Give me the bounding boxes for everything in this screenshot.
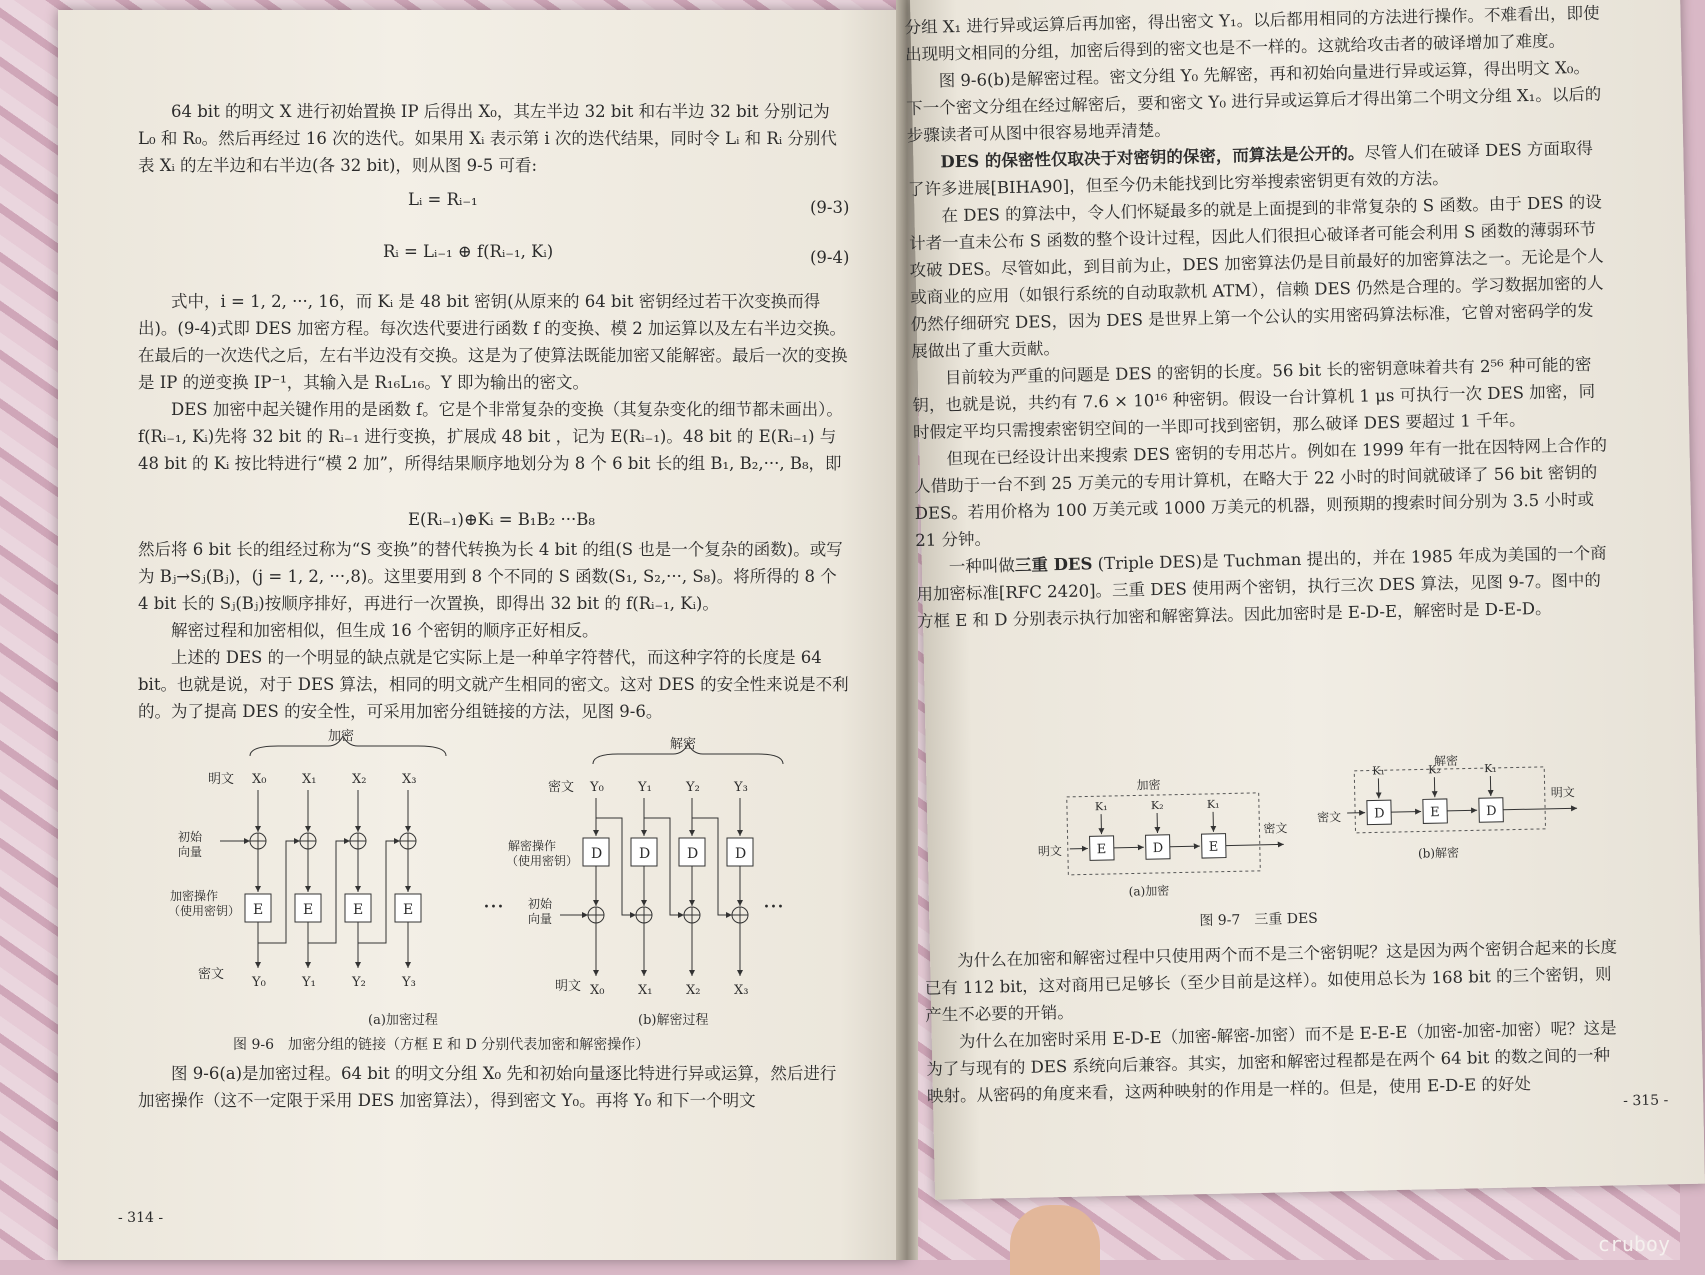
text: 一种叫做 — [949, 556, 1015, 576]
y-label: Y₃ — [733, 780, 748, 795]
box-label: D — [1153, 841, 1164, 856]
y-label: Y₀ — [251, 975, 266, 990]
triple-des-enc — [1069, 796, 1284, 860]
figure-caption-9-7: 图 9-7 三重 DES — [1199, 908, 1318, 930]
arrow — [1170, 846, 1200, 847]
paragraph: 分组 X₁ 进行异或运算后再加密，得出密文 Y₁。以后都用相同的方法进行操作。不难看出，即使出现明文相同的分组，加密后得到的密文也是不一样的。这就给攻击者的破译增加了难度。 — [904, 0, 1603, 68]
paragraph: 图 9-6(b)是解密过程。密文分组 Y₀ 先解密，再和初始向量进行异或运算，得出明文 X₀。下一个密文分组在经过解密后，要和密文 Y₀ 进行异或运算后才得出第二个明文分组 X₁。以后的步骤读者可从图中很容易地弄清楚。 — [905, 53, 1605, 149]
paragraph: 为什么在加密和解密过程中只使用两个而不是三个密钥呢？这是因为两个密钥合起来的长度已有 112 bit，这对商用已足够长（至少目前是这样）。如使用总长为 168 bit 的三个密钥，则产生不必要的开销。 — [924, 933, 1624, 1029]
x-label: X₃ — [734, 983, 748, 998]
label-enc-op-1: 加密操作 — [170, 888, 218, 903]
y-label: Y₀ — [589, 780, 604, 795]
label-decrypt: 解密 — [1434, 753, 1458, 768]
x-label: X₀ — [590, 983, 604, 998]
box-label: D — [639, 846, 650, 862]
page-number-315: - 315 - — [1623, 1092, 1668, 1109]
label-plaintext: 明文 — [555, 979, 581, 994]
paragraph: 解密过程和加密相似，但生成 16 个密钥的顺序正好相反。 — [138, 617, 850, 644]
label-dec-op-1: 解密操作 — [508, 838, 556, 853]
x-label: X₂ — [686, 983, 700, 998]
box-label: D — [687, 846, 698, 862]
label-plaintext: 明文 — [1038, 844, 1062, 858]
arrow — [1447, 810, 1477, 811]
bold-text: 三重 DES — [1015, 554, 1093, 575]
left-para-1 — [138, 98, 850, 179]
y-label: Y₂ — [685, 780, 700, 795]
arrow — [1391, 811, 1421, 812]
paragraph: DES 加密中起关键作用的是函数 f。它是个非常复杂的变换（其复杂变化的细节都未画出）。f(Rᵢ₋₁, Kᵢ)先将 32 bit 的 Rᵢ₋₁ 进行变换，扩展成 48 bit ，记为 E(Rᵢ₋₁)。48 bit 的 E(Rᵢ₋₁) 与 48 bit 的 Kᵢ 按比特进行“模 2 加”，所得结果顺序地划分为 8 个 6 bit 长的组 B₁, B₂,···, B₈，即 — [138, 396, 850, 477]
label-ciphertext: 密文 — [1317, 809, 1341, 824]
equation-9-4: Rᵢ = Lᵢ₋₁ ⊕ f(Rᵢ₋₁, Kᵢ) — [383, 242, 553, 261]
enc-columns — [220, 772, 421, 990]
label-dec-op-2: （使用密钥） — [506, 853, 578, 868]
key-label: K₁ — [1484, 762, 1497, 775]
sub-caption-a: (a)加密过程 — [368, 1012, 438, 1028]
chain-line — [258, 841, 300, 943]
text: 尽管人们在破译 DES 方面取得了许多进展[BIHA90]，但至今仍未能找到比穷举搜索密钥更有效的方法。 — [908, 139, 1593, 199]
right-page — [910, 0, 1705, 1200]
label-enc-op-2: （使用密钥） — [168, 903, 240, 918]
x-label: X₃ — [402, 772, 416, 787]
label-iv-2: 向量 — [528, 912, 552, 926]
right-para-1 — [904, 0, 1615, 635]
y-label: Y₃ — [401, 975, 416, 990]
box-label: D — [1486, 804, 1497, 819]
box-label: E — [303, 902, 313, 918]
left-para-4 — [138, 1060, 850, 1114]
key-label: K₂ — [1151, 799, 1164, 812]
equation-number: (9-3) — [810, 198, 849, 217]
box-label: E — [353, 902, 363, 918]
paragraph: 64 bit 的明文 X 进行初始置换 IP 后得出 X₀，其左半边 32 bit 和右半边 32 bit 分别记为 L₀ 和 R₀。然后再经过 16 次的迭代。如果用 Xᵢ 表示第 i 次的迭代结果，同时令 Lᵢ 和 Rᵢ 分别代表 Xᵢ 的左半边和右半边(各 32 bit)，则从图 9-5 可看: — [138, 98, 850, 179]
bold-text: DES 的保密性仅取决于对密钥的保密，而算法是公开的。 — [940, 144, 1364, 172]
dots: ··· — [763, 895, 784, 920]
y-label: Y₁ — [301, 975, 316, 990]
key-label: K₁ — [1372, 764, 1385, 777]
key-label: K₁ — [1095, 800, 1108, 813]
y-label: Y₁ — [637, 780, 652, 795]
paragraph — [916, 539, 1616, 635]
left-page — [58, 10, 908, 1260]
figure-9-7 — [986, 765, 1629, 918]
triple-des-dec — [1346, 760, 1577, 825]
paragraph: 目前较为严重的问题是 DES 的密钥的长度。56 bit 长的密钥意味着共有 2⁵⁶ 种可能的密钥，也就是说，共约有 7.6 × 10¹⁶ 种密钥。假设一台计算机 1 μs 可执行一次 DES 加密，同时假定平均只需搜索密钥空间的一半即可找到密钥，那么破译 DES 要超过 1 千年。 — [912, 350, 1612, 446]
box-label: E — [253, 902, 263, 918]
y-label: Y₂ — [351, 975, 366, 990]
box-label: E — [1430, 805, 1440, 820]
left-para-3 — [138, 536, 850, 725]
left-para-2 — [138, 288, 850, 477]
arrow — [1226, 844, 1284, 845]
x-label: X₁ — [638, 983, 652, 998]
x-label: X₁ — [302, 772, 316, 787]
label-ciphertext: 密文 — [548, 780, 574, 795]
equation-number: (9-4) — [810, 248, 849, 267]
paragraph: 在 DES 的算法中，令人们怀疑最多的就是上面提到的非常复杂的 S 函数。由于 DES 的设计者一直未公布 S 函数的整个设计过程，因此人们很担心破译者可能会利用 S 函数的薄弱环节攻破 DES。尽管如此，到目前为止，DES 加密算法仍是目前最好的加密算法之一。无论是个人或商业的应用（如银行系统的自动取款机 ATM），信赖 DES 仍然是合理的。学习数据加密的人仍然仔细研究 DES，因为 DES 是世界上第一个公认的实用密码算法标准，它曾对密码学的发展做出了重大贡献。 — [908, 188, 1609, 365]
label-plaintext: 明文 — [1551, 785, 1575, 799]
label-iv-1: 初始 — [528, 896, 553, 911]
right-para-2 — [924, 933, 1625, 1110]
box-label: D — [591, 846, 602, 862]
sub-caption-b: (b)解密过程 — [638, 1012, 708, 1028]
box-label: D — [735, 846, 746, 862]
paragraph: 但现在已经设计出来搜索 DES 密钥的专用芯片。例如在 1999 年有一批在因特网上合作的人借助于一台不到 25 万美元的专用计算机，在略大于 22 小时的时间就破译了 56 bit 密钥的 DES。若用价格为 100 万美元或 1000 万美元的机器，则预期的搜索时间分别为 3.5 小时或 21 分钟。 — [913, 431, 1613, 554]
label-ciphertext: 密文 — [1263, 820, 1287, 835]
dec-columns — [560, 780, 753, 998]
box-label: D — [1374, 806, 1385, 821]
watermark: cruboy — [1598, 1232, 1670, 1256]
box-label: E — [403, 902, 413, 918]
equation-b-blocks: E(Rᵢ₋₁)⊕Kᵢ = B₁B₂ ···B₈ — [408, 510, 595, 529]
figure-caption-9-6: 图 9-6 加密分组的链接（方框 E 和 D 分别代表加密和解密操作） — [233, 1034, 649, 1054]
chain-line — [358, 841, 400, 943]
label-encrypt: 加密 — [1136, 777, 1160, 792]
label-ciphertext: 密文 — [198, 967, 224, 982]
label-encrypt: 加密 — [328, 728, 354, 744]
dots: ··· — [483, 895, 504, 920]
finger-photo-artifact — [1010, 1205, 1100, 1275]
paragraph: 为什么在加密时采用 E-D-E（加密-解密-加密）而不是 E-E-E（加密-加密-加密）呢？这是为了与现有的 DES 系统向后兼容。其实，加密和解密过程都是在两个 64 bit 的数之间的一种映射。从密码的角度来看，这两种映射的作用是一样的。但是，使用 E-D-E 的好处 — [926, 1014, 1626, 1110]
label-iv-2: 向量 — [178, 845, 202, 859]
chain-line — [308, 841, 350, 943]
box-label: E — [1209, 840, 1219, 855]
page-number-314: - 314 - — [118, 1210, 163, 1226]
text: (Triple DES)是 Tuchman 提出的，并在 1985 年成为美国的一个商用加密标准[RFC 2420]。三重 DES 使用两个密钥，执行三次 DES 算法，见图 9-7。图中的方框 E 和 D 分别表示执行加密和解密算法。因此加密时是 E-D-E，解密时是 D-E-D。 — [916, 544, 1607, 631]
label-decrypt: 解密 — [670, 737, 696, 752]
sub-caption-a: (a)加密 — [1129, 883, 1170, 899]
label-iv-1: 初始 — [178, 829, 203, 844]
equation-9-3: Lᵢ = Rᵢ₋₁ — [408, 190, 478, 209]
paragraph: 然后将 6 bit 长的组经过称为“S 变换”的替代转换为长 4 bit 的组(S 也是一个复杂的函数)。或写为 Bⱼ→Sⱼ(Bⱼ)，(j = 1, 2, ···,8)。这里要用到 8 个不同的 S 函数(S₁, S₂,···, S₈)。将所得的 8 个 4 bit 长的 Sⱼ(Bⱼ)按顺序排好，再进行一次置换，即得出 32 bit 的 f(Rᵢ₋₁, Kᵢ)。 — [138, 536, 850, 617]
paragraph: 上述的 DES 的一个明显的缺点就是它实际上是一种单字符替代，而这种字符的长度是 64 bit。也就是说，对于 DES 算法，相同的明文就产生相同的密文。这对 DES 的安全性来说是不利的。为了提高 DES 的安全性，可采用加密分组链接的方法，见图 9-6。 — [138, 644, 850, 725]
x-label: X₀ — [252, 772, 266, 787]
key-label: K₁ — [1207, 798, 1220, 811]
arrow — [1503, 808, 1577, 810]
arrow — [1114, 847, 1144, 848]
figure-9-6 — [178, 728, 818, 1028]
paragraph: 图 9-6(a)是加密过程。64 bit 的明文分组 X₀ 先和初始向量逐比特进行异或运算，然后进行加密操作（这不一定限于采用 DES 加密算法），得到密文 Y₀。再将 Y₀ 和下一个明文 — [138, 1060, 850, 1114]
x-label: X₂ — [352, 772, 366, 787]
key-label: K₂ — [1428, 763, 1441, 776]
paragraph: 式中，i = 1, 2, ···, 16，而 Kᵢ 是 48 bit 密钥(从原来的 64 bit 密钥经过若干次变换而得出)。(9-4)式即 DES 加密方程。每次迭代要进行函数 f 的变换、模 2 加运算以及左右半边交换。在最后的一次迭代之后，左右半边没有交换。这是为了使算法既能加密又能解密。最后一次的变换是 IP 的逆变换 IP⁻¹，其输入是 R₁₆L₁₆。Y 即为输出的密文。 — [138, 288, 850, 396]
label-plaintext: 明文 — [208, 772, 234, 787]
box-label: E — [1097, 842, 1107, 857]
sub-caption-b: (b)解密 — [1418, 845, 1459, 861]
